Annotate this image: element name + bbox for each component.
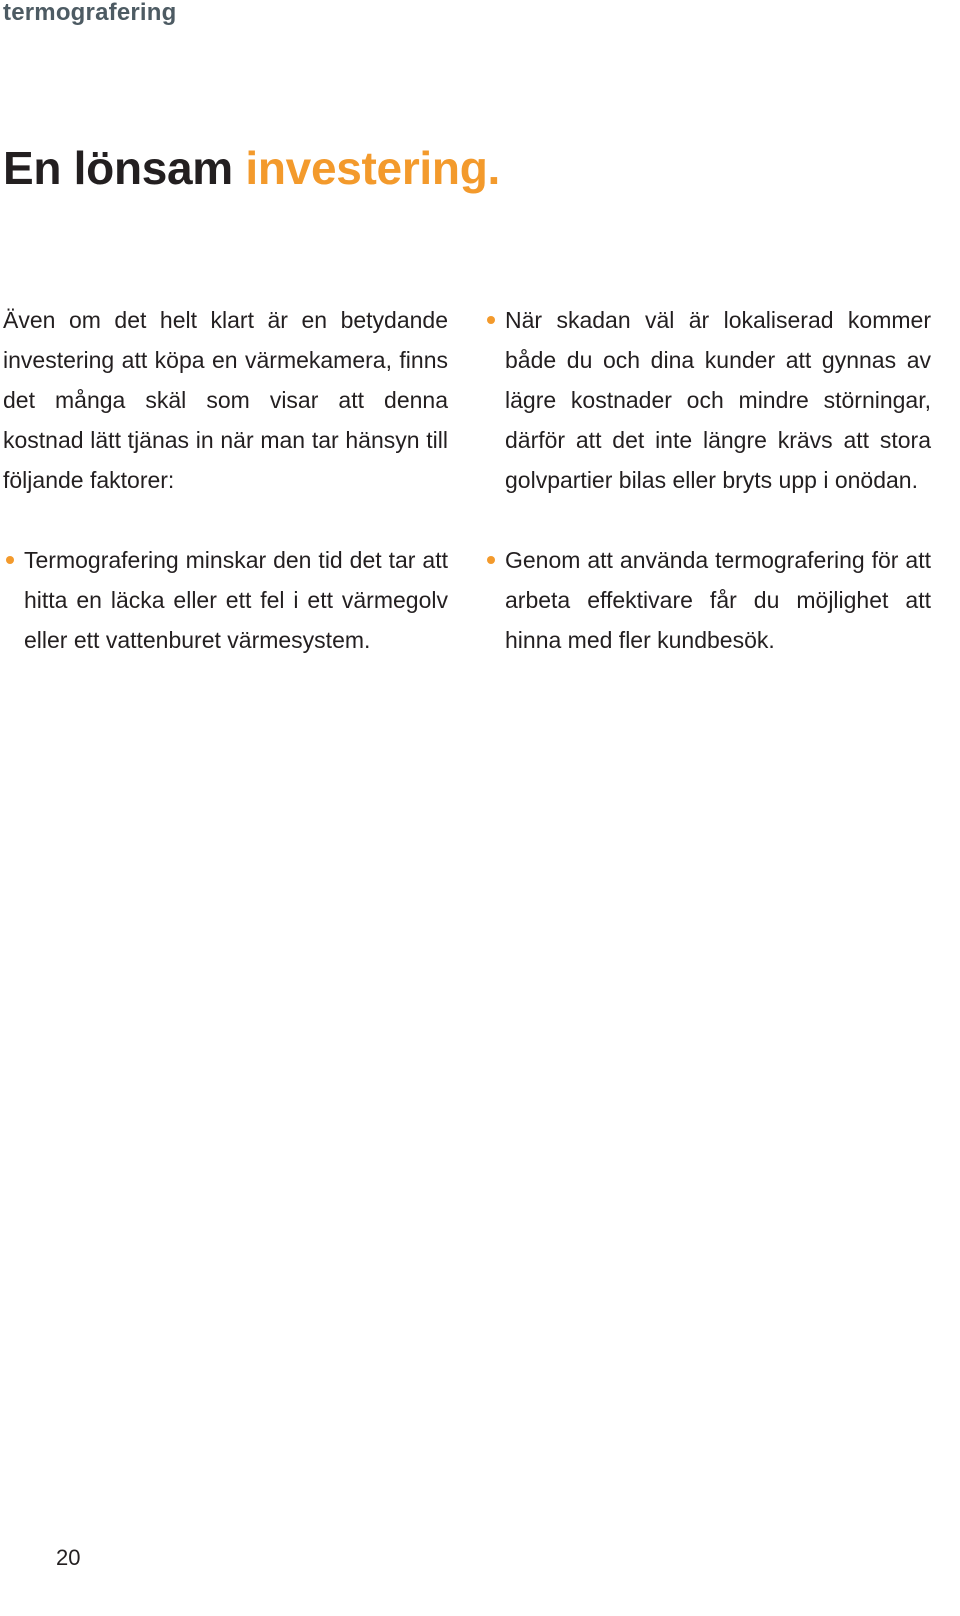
left-column xyxy=(3,300,448,700)
right-column xyxy=(484,300,931,700)
page-title-main: En lönsam xyxy=(3,142,246,194)
bullet-dot-icon xyxy=(487,556,495,564)
section-label: termografering xyxy=(3,0,177,26)
bullet-text: Genom att använda termografering för att arbeta effektivare får du möjlighet att hinna med fler kundbesök. xyxy=(505,547,931,653)
page-title-accent: investering. xyxy=(245,142,500,194)
bullet-text: Termografering minskar den tid det tar att hitta en läcka eller ett fel i ett värmegolv eller ett vattenburet värmesystem. xyxy=(24,547,448,653)
bullet-text: När skadan väl är lokaliserad kommer både du och dina kunder att gynnas av lägre kostnader och mindre störningar, därför att det inte längre krävs att stora golvpartier bilas eller bryts upp i onödan. xyxy=(505,307,931,493)
intro-paragraph: Även om det helt klart är en betydande investering att köpa en värmekamera, finns det många skäl som visar att denna kostnad lätt tjänas in när man tar hänsyn till följande faktorer: xyxy=(3,307,448,493)
bullet-dot-icon xyxy=(487,316,495,324)
bullet-dot-icon xyxy=(6,556,14,564)
bullet-item xyxy=(3,540,448,660)
page-title xyxy=(3,140,500,196)
bullet-item xyxy=(484,300,931,500)
page-number: 20 xyxy=(56,1545,81,1570)
bullet-item xyxy=(484,540,931,660)
